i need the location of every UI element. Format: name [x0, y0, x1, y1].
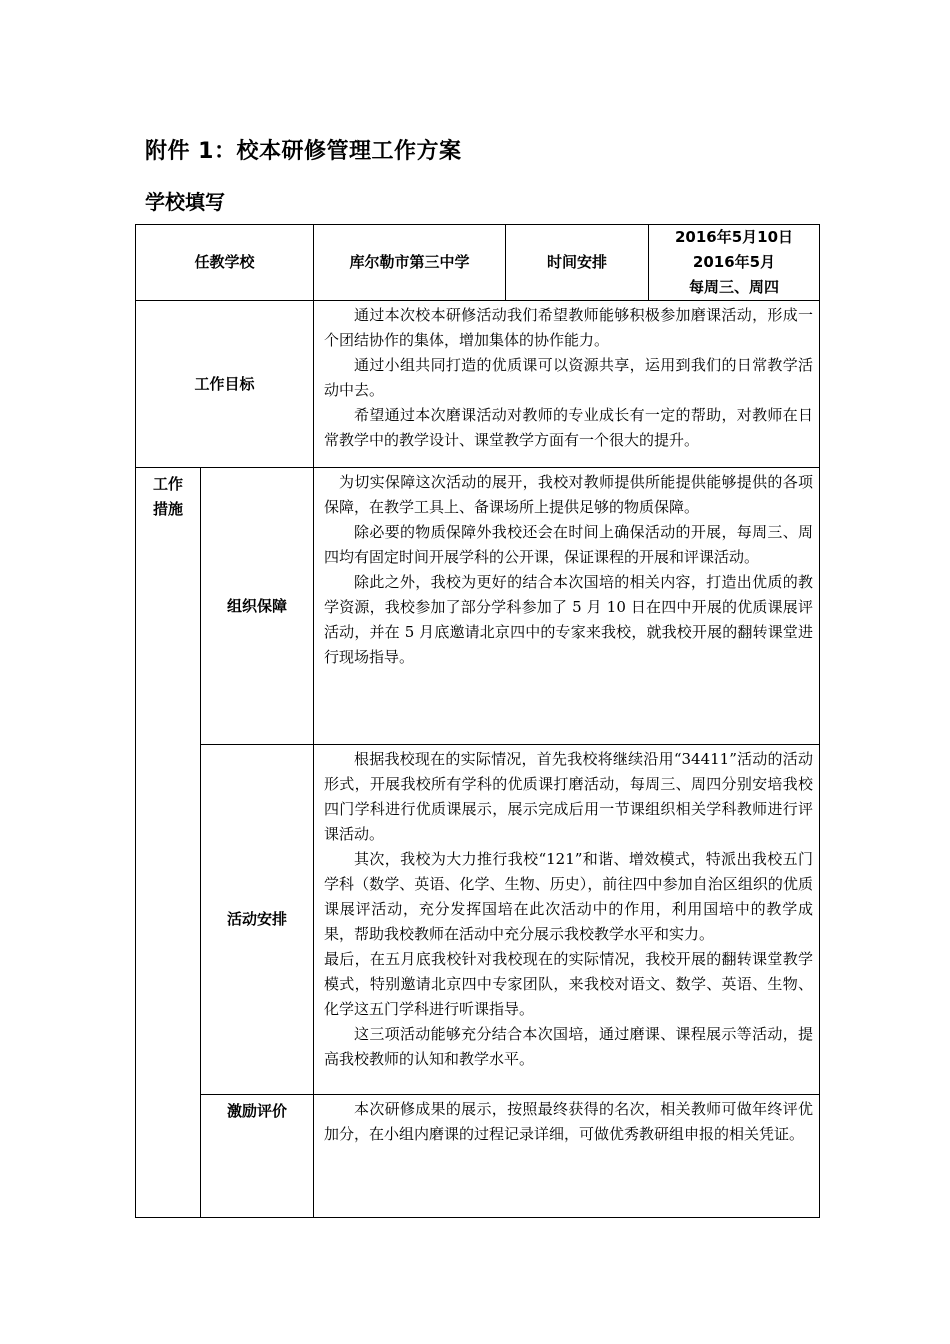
document-subtitle: 学校填写 [145, 190, 225, 214]
incentive-label: 激励评价 [201, 1095, 314, 1218]
org-paragraph: 除此之外，我校为更好的结合本次国培的相关内容，打造出优质的教学资源，我校参加了部分学科参加了 5 月 10 日在四中开展的优质课展评活动，并在 5 月底邀请北京四中的专家来我校，就我校开展的翻转课堂进行现场指导。 [324, 573, 814, 666]
time-label: 时间安排 [506, 225, 649, 301]
plan-table [135, 224, 820, 1218]
school-label: 任教学校 [136, 225, 314, 301]
org-paragraph: 除必要的物质保障外我校还会在时间上确保活动的开展，每周三、周四均有固定时间开展学科的公开课，保证课程的开展和评课活动。 [324, 523, 814, 566]
time-line-3: 每周三、周四 [689, 278, 780, 296]
goal-label: 工作目标 [136, 301, 314, 468]
measures-label-line-2: 措施 [152, 500, 183, 518]
document-title: 附件 1：校本研修管理工作方案 [145, 139, 462, 164]
goal-paragraph: 通过小组共同打造的优质课可以资源共享，运用到我们的日常教学活动中去。 [324, 356, 814, 399]
org-label: 组织保障 [201, 468, 314, 745]
goal-paragraph: 希望通过本次磨课活动对教师的专业成长有一定的帮助，对教师在日常教学中的教学设计、课堂教学方面有一个很大的提升。 [324, 406, 814, 449]
incentive-paragraph: 本次研修成果的展示，按照最终获得的名次，相关教师可做年终评优加分，在小组内磨课的过程记录详细，可做优秀教研组申报的相关凭证。 [324, 1100, 814, 1143]
time-line-1: 2016年5月10日 [674, 228, 794, 246]
school-value: 库尔勒市第三中学 [314, 225, 506, 301]
activity-content [314, 745, 820, 1095]
goal-content [314, 301, 820, 468]
measures-label-line-1: 工作 [152, 475, 183, 493]
goal-row [136, 301, 820, 468]
school-row [136, 225, 820, 301]
time-line-2: 2016年5月 [692, 253, 776, 271]
activity-row [136, 745, 820, 1095]
org-content [314, 468, 820, 745]
goal-paragraph: 通过本次校本研修活动我们希望教师能够积极参加磨课活动，形成一个团结协作的集体，增加集体的协作能力。 [324, 306, 814, 349]
activity-paragraph: 这三项活动能够充分结合本次国培，通过磨课、课程展示等活动，提高我校教师的认知和教学水平。 [324, 1025, 814, 1068]
activity-label: 活动安排 [201, 745, 314, 1095]
org-row [136, 468, 820, 745]
incentive-content [314, 1095, 820, 1218]
measures-label [136, 468, 201, 1218]
activity-paragraph: 根据我校现在的实际情况，首先我校将继续沿用“34411”活动的活动形式，开展我校所有学科的优质课打磨活动，每周三、周四分别安培我校四门学科进行优质课展示，展示完成后用一节课组织相关学科教师进行评课活动。 [324, 750, 814, 843]
org-paragraph: 为切实保障这次活动的展开，我校对教师提供所能提供能够提供的各项保障，在教学工具上、备课场所上提供足够的物质保障。 [324, 473, 814, 516]
incentive-row [136, 1095, 820, 1218]
activity-paragraph: 最后，在五月底我校针对我校现在的实际情况，我校开展的翻转课堂教学模式，特别邀请北京四中专家团队，来我校对语文、数学、英语、生物、化学这五门学科进行听课指导。 [324, 950, 814, 1018]
activity-paragraph: 其次，我校为大力推行我校“121”和谐、增效模式，特派出我校五门学科（数学、英语、化学、生物、历史），前往四中参加自治区组织的优质课展评活动，充分发挥国培在此次活动中的作用，利用国培中的教学成果，帮助我校教师在活动中充分展示我校教学水平和实力。 [324, 850, 814, 943]
time-value [649, 225, 820, 301]
